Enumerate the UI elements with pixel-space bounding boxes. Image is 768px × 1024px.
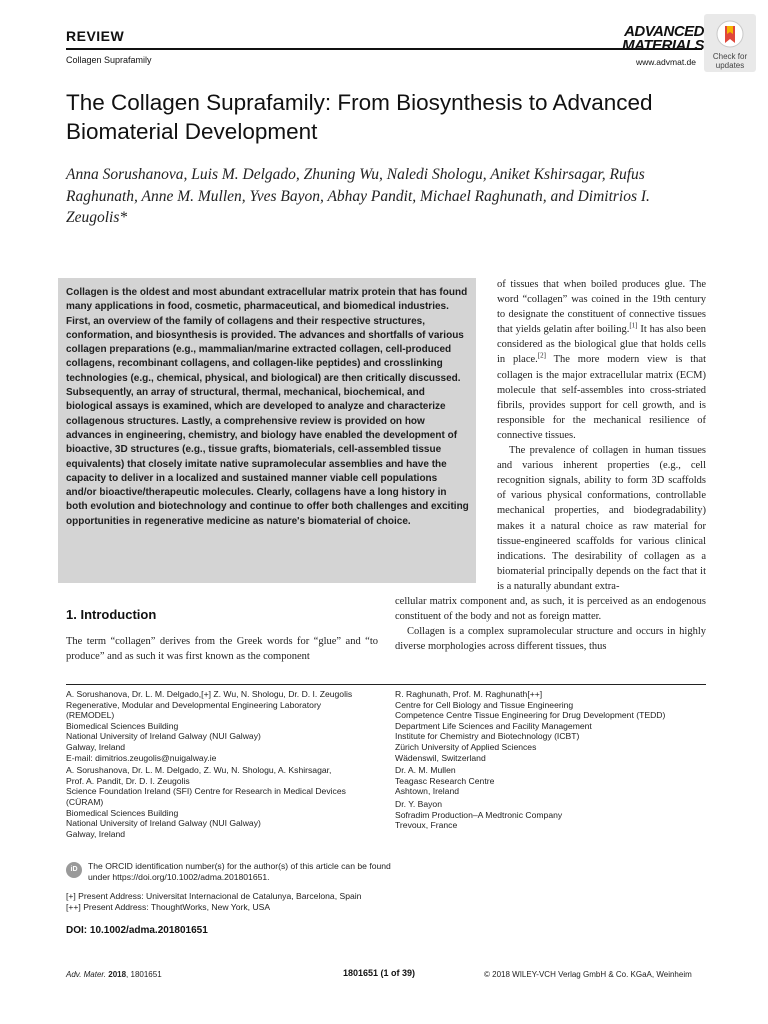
- intro-paragraph-3: Collagen is a complex supramolecular structure and occurs in highly diverse morphologies across different tissues, thus: [395, 626, 706, 653]
- section-heading-introduction: 1. Introduction: [66, 607, 157, 622]
- journal-logo-line1: ADVANCED: [624, 23, 704, 40]
- right-column-narrow: [497, 277, 706, 594]
- affiliation-line: Trevoux, France: [395, 820, 458, 831]
- affiliation-line: A. Sorushanova, Dr. L. M. Delgado, Z. Wu, N. Shologu, A. Kshirsagar,: [66, 765, 332, 776]
- affiliation-line: Prof. A. Pandit, Dr. D. I. Zeugolis: [66, 775, 190, 786]
- affiliation-block: [66, 689, 386, 763]
- citation-link[interactable]: [1]: [629, 321, 638, 330]
- affiliation-line: (CÜRAM): [66, 796, 104, 807]
- intro-paragraph-1: [497, 277, 706, 443]
- intro-text: It has also been considered as the biological glue that holds cells in place.: [497, 324, 706, 366]
- affiliation-line: Regenerative, Modular and Developmental Engineering Laboratory: [66, 699, 322, 710]
- footer-year: 2018: [108, 970, 127, 979]
- intro-text: of tissues that when boiled produces glue. The word “collagen” was coined in the 19th century to designate the constituent of connective tissues that yields gelatin after boiling.: [497, 279, 706, 336]
- article-title: The Collagen Suprafamily: From Biosynthesis to Advanced Biomaterial Development: [66, 90, 653, 144]
- affiliation-line: Science Foundation Ireland (SFI) Centre for Research in Medical Devices: [66, 786, 346, 797]
- check-updates-label-1: Check for: [712, 52, 748, 61]
- intro-paragraph-left: The term “collagen” derives from the Greek words for “glue” and “to produce” and as such it was first known as the component: [66, 636, 378, 662]
- author-list: Anna Sorushanova, Luis M. Delgado, Zhuning Wu, Naledi Shologu, Aniket Kshirsagar, Rufus Raghunath, Anne M. Mullen, Yves Bayon, Abhay Pandit, Michael Raghunath, and Dimitrios I. Zeugolis*: [66, 166, 650, 226]
- affiliation-line: Department Life Sciences and Facility Management: [395, 720, 592, 731]
- affiliation-block: [395, 799, 715, 831]
- footer-journal: Adv. Mater.: [66, 970, 107, 979]
- affiliation-block: [395, 689, 715, 763]
- bookmark-icon: [715, 19, 745, 51]
- affiliation-line: Institute for Chemistry and Biotechnology (ICBT): [395, 731, 580, 742]
- affiliation-rule: [66, 684, 706, 685]
- footer-article: 1801651: [130, 970, 162, 979]
- page-number: 1801651 (1 of 39): [343, 968, 416, 978]
- intro-text: The more modern view is that collagen is the major extracellular matrix (ECM) molecule that self-assembles into cross-striated fibrils, provides support for cell growth, and is responsible for the mechanical resilience of connective tissues.: [497, 354, 706, 441]
- check-for-updates-button[interactable]: [704, 14, 756, 72]
- abstract-text: Collagen is the oldest and most abundant extracellular matrix protein that has found many applications in food, cosmetic, pharmaceutical, and biomedical industries. First, an overview of the family of collagens and their respective structures, conformation, and biosynthesis is provided. The advances and shortfalls of various collagen preparations (e.g., mammalian/marine extracted collagen, cell-produced collagens, recombinant collagens, and collagen-like peptides) and crosslinking technologies (e.g., chemical, physical, and biological) are then critically discussed. Subsequently, an array of structural, thermal, mechanical, biochemical, and biological assays is examined, which are developed to analyze and characterize collagenous structures. Lastly, a comprehensive review is provided on how advances in engineering, chemistry, and biology have enabled the development of bioactive, 3D structures (e.g., tissue grafts, biomaterials, cell-assembled tissue equivalents) that closely imitate native supramolecular assemblies and have the capacity to deliver in a localized and sustained manner viable cell populations and/or bioactive/therapeutic molecules. Clearly, collagens have a long history in both evolution and biotechnology and continue to offer both challenges and exciting opportunities in regenerative medicine as nature's biomaterial of choice.: [66, 287, 469, 527]
- affiliation-line: Zürich University of Applied Sciences: [395, 741, 537, 752]
- affiliation-line: Competence Centre Tissue Engineering for Drug Development (TEDD): [395, 710, 666, 721]
- affiliation-block: [66, 765, 386, 839]
- footer-citation: Adv. Mater. 2018, 1801651: [66, 970, 162, 979]
- affiliation-line: Dr. A. M. Mullen: [395, 765, 456, 776]
- affiliation-line: Dr. Y. Bayon: [395, 798, 442, 809]
- affiliations-right: [395, 689, 715, 833]
- affiliation-line: Sofradim Production–A Medtronic Company: [395, 809, 563, 820]
- affiliation-line: (REMODEL): [66, 710, 115, 721]
- affiliation-line: Ashtown, Ireland: [395, 786, 460, 797]
- section-label: REVIEW: [66, 28, 125, 44]
- doi-link[interactable]: DOI: 10.1002/adma.201801651: [66, 925, 208, 936]
- check-updates-label-2: updates: [715, 61, 745, 70]
- citation-link[interactable]: [2]: [537, 351, 546, 360]
- affiliation-line: National University of Ireland Galway (NUI Galway): [66, 818, 261, 829]
- intro-paragraph-2-continued: cellular matrix component and, as such, it is perceived as an endogenous constituent of the body and not as foreign matter.: [395, 596, 706, 623]
- journal-logo[interactable]: [604, 24, 704, 54]
- present-address-notes: [66, 891, 361, 912]
- affiliation-line: A. Sorushanova, Dr. L. M. Delgado,[+] Z. Wu, N. Shologu, Dr. D. I. Zeugolis: [66, 689, 353, 699]
- orcid-icon[interactable]: iD: [66, 862, 82, 878]
- affiliation-line: Centre for Cell Biology and Tissue Engineering: [395, 699, 574, 710]
- orcid-text[interactable]: The ORCID identification number(s) for the author(s) of this article can be found under https://doi.org/10.1002/adma.201801651.: [88, 861, 391, 882]
- present-address-2: [++] Present Address: ThoughtWorks, New York, USA: [66, 901, 271, 912]
- affiliation-line: Galway, Ireland: [66, 741, 126, 752]
- affiliation-line: Wädenswil, Switzerland: [395, 752, 486, 763]
- footer-copyright: © 2018 WILEY-VCH Verlag GmbH & Co. KGaA, Weinheim: [484, 970, 692, 979]
- affiliation-line: Teagasc Research Centre: [395, 775, 495, 786]
- journal-logo-line2: MATERIALS: [622, 37, 704, 54]
- affiliation-line: Biomedical Sciences Building: [66, 720, 179, 731]
- intro-paragraph-2: The prevalence of collagen in human tissues and various inherent properties (e.g., cell recognition signals, ability to form 3D scaffolds of various physical conformations, controllable mechanical properties, and biodegradability) makes it a natural choice as raw material for tissue-engineered scaffolds for various clinical indications. The desirability of collagen as a biomaterial principally depends on the fact that it is a naturally abundant extra-: [497, 445, 706, 592]
- present-address-1: [+] Present Address: Universitat Internacional de Catalunya, Barcelona, Spain: [66, 891, 362, 901]
- journal-url-link[interactable]: www.advmat.de: [636, 57, 696, 67]
- affiliation-line: Biomedical Sciences Building: [66, 807, 179, 818]
- affiliation-block: [395, 765, 715, 797]
- affiliation-line: R. Raghunath, Prof. M. Raghunath[++]: [395, 689, 543, 699]
- affiliation-line: National University of Ireland Galway (NUI Galway): [66, 731, 261, 742]
- subject-label: Collagen Suprafamily: [66, 55, 152, 65]
- right-column-wide: [395, 594, 706, 654]
- affiliation-line: Galway, Ireland: [66, 828, 126, 839]
- affiliations-left: [66, 689, 386, 841]
- email-link[interactable]: E-mail: dimitrios.zeugolis@nuigalway.ie: [66, 752, 217, 763]
